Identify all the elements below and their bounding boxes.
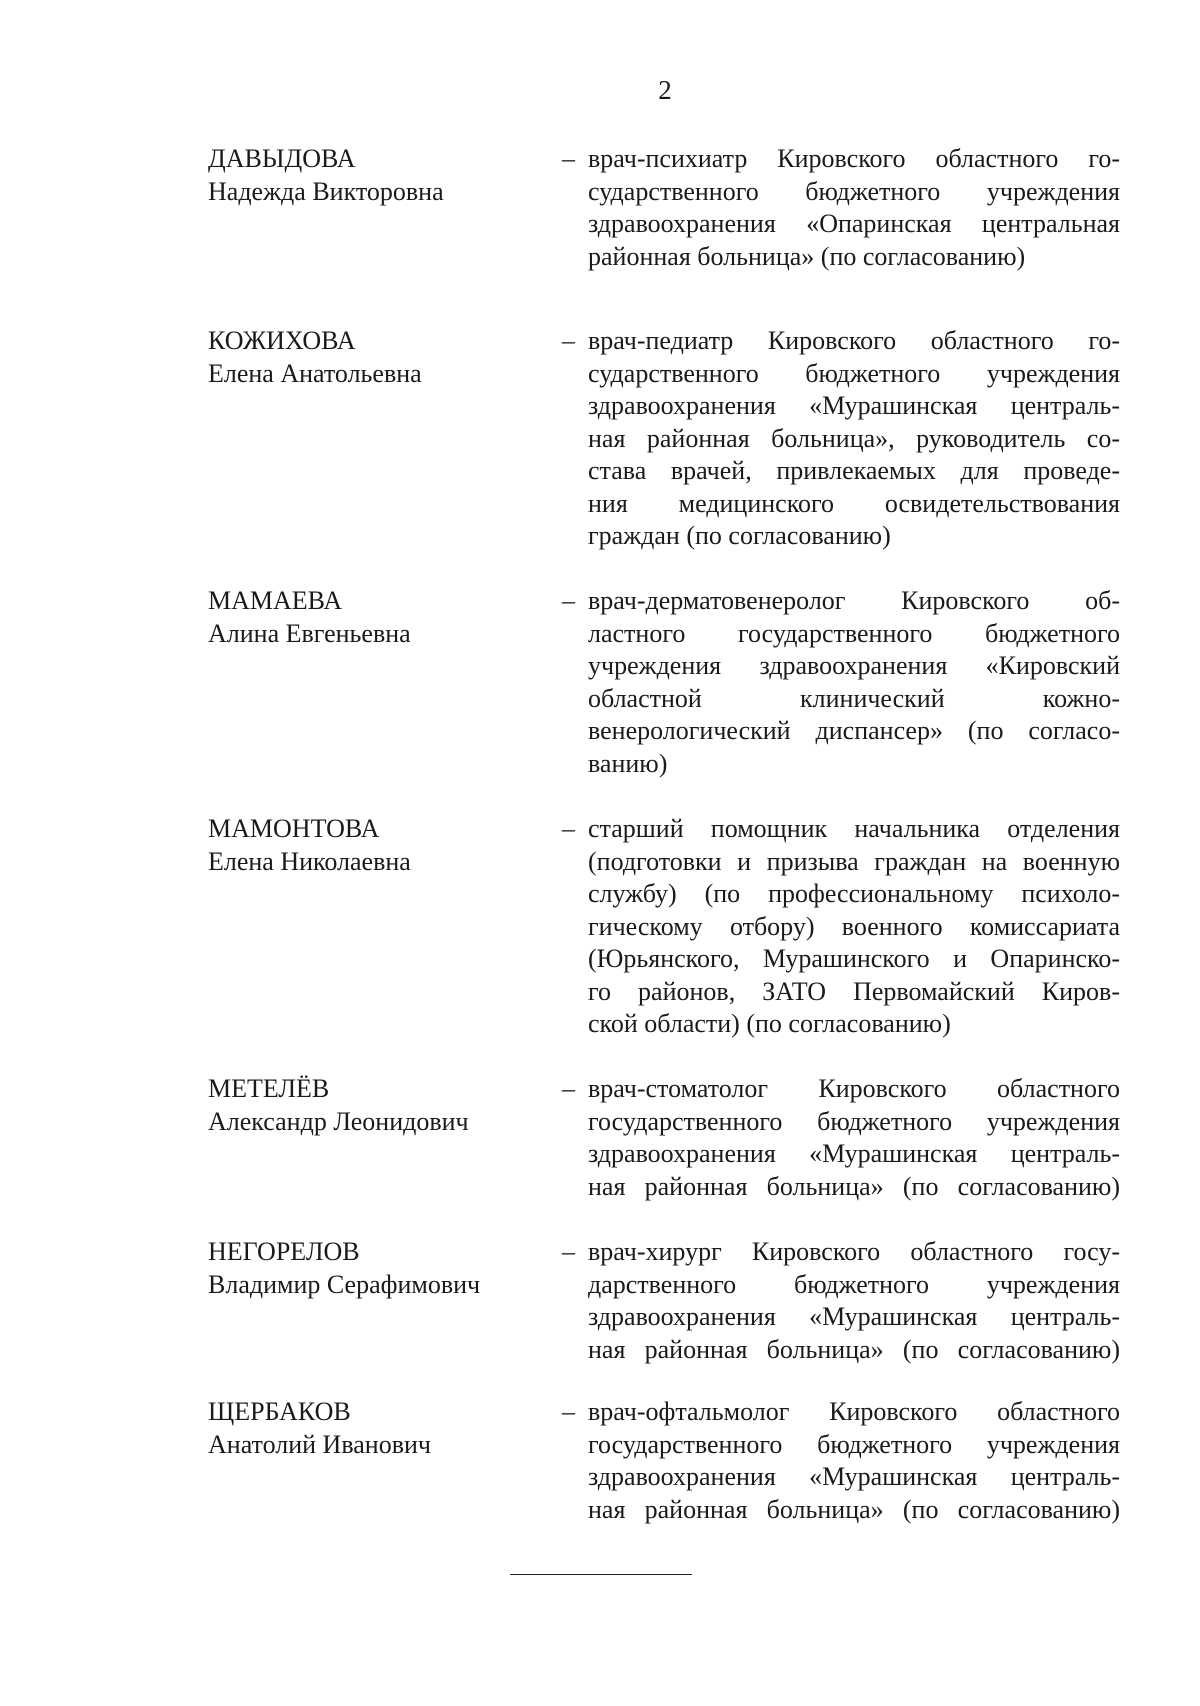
position-line: го районов, ЗАТО Первомайский Киров-	[588, 976, 1120, 1006]
dash-separator: –	[562, 326, 575, 355]
dash-separator: –	[562, 1074, 575, 1103]
position-line: врач-дерматовенеролог Кировского об-	[588, 586, 1120, 615]
member-surname: КОЖИХОВА	[208, 326, 356, 355]
position-line: (Юрьянского, Мурашинского и Опаринско-	[588, 944, 1120, 973]
position-line: ная районная больница» (по согласованию)	[588, 1334, 1120, 1364]
member-name	[208, 1236, 538, 1301]
member-surname: МАМАЕВА	[208, 586, 343, 615]
position-line: государственного бюджетного учреждения	[588, 1106, 1120, 1136]
position-line: врач-стоматолог Кировского областного	[588, 1074, 1120, 1103]
member-position	[588, 1073, 1120, 1203]
position-line: врач-офтальмолог Кировского областного	[588, 1397, 1120, 1426]
member-position	[588, 585, 1120, 780]
page-number: 2	[658, 75, 672, 105]
member-given-name: Елена Николаевна	[208, 846, 411, 876]
member-name	[208, 813, 538, 878]
position-line: става врачей, привлекаемых для проведе-	[588, 456, 1120, 485]
member-given-name: Владимир Серафимович	[208, 1269, 481, 1299]
position-line: гическому отбору) военного комиссариата	[588, 911, 1120, 941]
member-surname: НЕГОРЕЛОВ	[208, 1237, 360, 1266]
dash-separator: –	[562, 814, 575, 843]
member-surname: ДАВЫДОВА	[208, 144, 356, 173]
member-given-name: Алина Евгеньевна	[208, 618, 411, 648]
dash-separator: –	[562, 144, 575, 173]
position-line: (подготовки и призыва граждан на военную	[588, 846, 1120, 876]
member-name	[208, 585, 538, 650]
position-line: врач-психиатр Кировского областного го-	[588, 144, 1120, 173]
member-name	[208, 325, 538, 390]
position-line: ской области) (по согласованию)	[588, 1009, 951, 1038]
dash-separator: –	[562, 1397, 575, 1426]
end-of-list-rule	[510, 1574, 692, 1575]
position-line: службу) (по профессиональному психоло-	[588, 879, 1120, 908]
member-given-name: Надежда Викторовна	[208, 176, 444, 206]
member-position	[588, 1396, 1120, 1526]
member-surname: ЩЕРБАКОВ	[208, 1397, 351, 1426]
position-line: здравоохранения «Мурашинская централь-	[588, 1139, 1120, 1168]
position-line: здравоохранения «Мурашинская централь-	[588, 1302, 1120, 1331]
position-line: старший помощник начальника отделения	[588, 814, 1120, 843]
position-line: дарственного бюджетного учреждения	[588, 1269, 1120, 1299]
position-line: ния медицинского освидетельствования	[588, 488, 1120, 518]
position-line: здравоохранения «Мурашинская централь-	[588, 1462, 1120, 1491]
position-line: ная районная больница» (по согласованию)	[588, 1171, 1120, 1201]
position-line: ная районная больница», руководитель со-	[588, 423, 1120, 453]
dash-separator: –	[562, 1237, 575, 1266]
dash-separator: –	[562, 586, 575, 615]
member-name	[208, 1073, 538, 1138]
position-line: здравоохранения «Мурашинская централь-	[588, 391, 1120, 420]
member-position	[588, 143, 1120, 273]
member-given-name: Анатолий Иванович	[208, 1429, 431, 1459]
position-line: здравоохранения «Опаринская центральная	[588, 209, 1120, 238]
position-line: ванию)	[588, 748, 668, 778]
member-name	[208, 1396, 538, 1461]
member-position	[588, 813, 1120, 1041]
position-line: сударственного бюджетного учреждения	[588, 176, 1120, 206]
position-line: сударственного бюджетного учреждения	[588, 358, 1120, 388]
member-given-name: Александр Леонидович	[208, 1106, 469, 1136]
position-line: граждан (по согласованию)	[588, 521, 891, 550]
position-line: врач-педиатр Кировского областного го-	[588, 326, 1120, 355]
position-line: ластного государственного бюджетного	[588, 618, 1120, 648]
position-line: областной клинический кожно-	[588, 683, 1120, 713]
position-line: районная больница» (по согласованию)	[588, 241, 1026, 271]
member-position	[588, 1236, 1120, 1366]
member-name	[208, 143, 538, 208]
member-surname: МЕТЕЛЁВ	[208, 1074, 330, 1103]
member-given-name: Елена Анатольевна	[208, 358, 422, 388]
position-line: учреждения здравоохранения «Кировский	[588, 651, 1120, 680]
position-line: венерологический диспансер» (по согласо-	[588, 716, 1120, 745]
position-line: государственного бюджетного учреждения	[588, 1429, 1120, 1459]
position-line: ная районная больница» (по согласованию)	[588, 1494, 1120, 1524]
position-line: врач-хирург Кировского областного госу-	[588, 1237, 1120, 1266]
member-position	[588, 325, 1120, 553]
member-surname: МАМОНТОВА	[208, 814, 380, 843]
